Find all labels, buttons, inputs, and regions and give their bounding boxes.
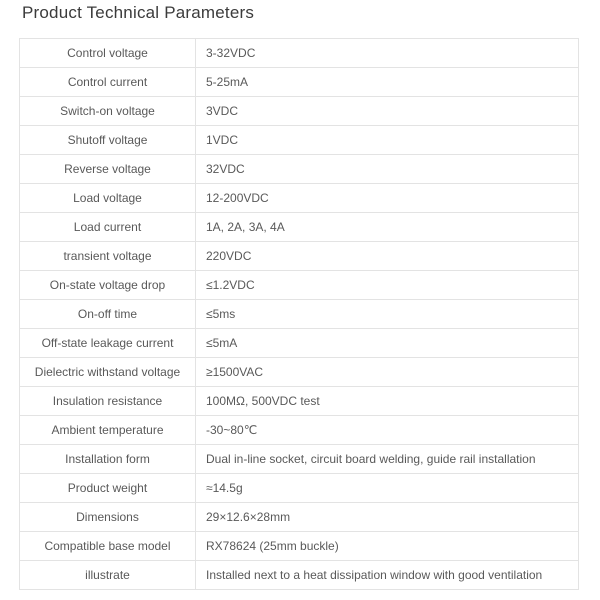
table-row bbox=[20, 474, 579, 503]
technical-parameters-table bbox=[19, 38, 579, 590]
param-cell: Compatible base model bbox=[20, 532, 196, 561]
value-cell: ≥1500VAC bbox=[196, 358, 579, 387]
table-row bbox=[20, 184, 579, 213]
value-cell: 3VDC bbox=[196, 97, 579, 126]
table-row bbox=[20, 126, 579, 155]
value-cell: 220VDC bbox=[196, 242, 579, 271]
param-cell: Switch-on voltage bbox=[20, 97, 196, 126]
table-row bbox=[20, 329, 579, 358]
table-row bbox=[20, 271, 579, 300]
param-cell: Dielectric withstand voltage bbox=[20, 358, 196, 387]
value-cell: ≤5mA bbox=[196, 329, 579, 358]
table-row bbox=[20, 242, 579, 271]
param-cell: Dimensions bbox=[20, 503, 196, 532]
value-cell: 5-25mA bbox=[196, 68, 579, 97]
param-cell: illustrate bbox=[20, 561, 196, 590]
param-cell: Shutoff voltage bbox=[20, 126, 196, 155]
table-row bbox=[20, 213, 579, 242]
param-cell: On-state voltage drop bbox=[20, 271, 196, 300]
table-row bbox=[20, 358, 579, 387]
param-cell: Control current bbox=[20, 68, 196, 97]
table-row bbox=[20, 300, 579, 329]
table-row bbox=[20, 155, 579, 184]
table-row bbox=[20, 39, 579, 68]
table-row bbox=[20, 416, 579, 445]
value-cell: 29×12.6×28mm bbox=[196, 503, 579, 532]
param-cell: Ambient temperature bbox=[20, 416, 196, 445]
table-row bbox=[20, 387, 579, 416]
value-cell: 1VDC bbox=[196, 126, 579, 155]
value-cell: ≤5ms bbox=[196, 300, 579, 329]
value-cell: 12-200VDC bbox=[196, 184, 579, 213]
value-cell: 1A, 2A, 3A, 4A bbox=[196, 213, 579, 242]
value-cell: 32VDC bbox=[196, 155, 579, 184]
value-cell: -30~80℃ bbox=[196, 416, 579, 445]
value-cell: ≈14.5g bbox=[196, 474, 579, 503]
value-cell: 100MΩ, 500VDC test bbox=[196, 387, 579, 416]
param-cell: Load voltage bbox=[20, 184, 196, 213]
param-cell: transient voltage bbox=[20, 242, 196, 271]
param-cell: Load current bbox=[20, 213, 196, 242]
table-row bbox=[20, 445, 579, 474]
value-cell: Installed next to a heat dissipation window with good ventilation bbox=[196, 561, 579, 590]
param-cell: On-off time bbox=[20, 300, 196, 329]
param-cell: Off-state leakage current bbox=[20, 329, 196, 358]
value-cell: RX78624 (25mm buckle) bbox=[196, 532, 579, 561]
param-cell: Control voltage bbox=[20, 39, 196, 68]
table-row bbox=[20, 68, 579, 97]
value-cell: Dual in-line socket, circuit board welding, guide rail installation bbox=[196, 445, 579, 474]
technical-parameters-table-body bbox=[20, 39, 579, 590]
param-cell: Installation form bbox=[20, 445, 196, 474]
table-row bbox=[20, 97, 579, 126]
table-row bbox=[20, 503, 579, 532]
value-cell: 3-32VDC bbox=[196, 39, 579, 68]
param-cell: Reverse voltage bbox=[20, 155, 196, 184]
page-title: Product Technical Parameters bbox=[22, 3, 255, 22]
param-cell: Product weight bbox=[20, 474, 196, 503]
value-cell: ≤1.2VDC bbox=[196, 271, 579, 300]
table-row bbox=[20, 532, 579, 561]
table-row bbox=[20, 561, 579, 590]
param-cell: Insulation resistance bbox=[20, 387, 196, 416]
